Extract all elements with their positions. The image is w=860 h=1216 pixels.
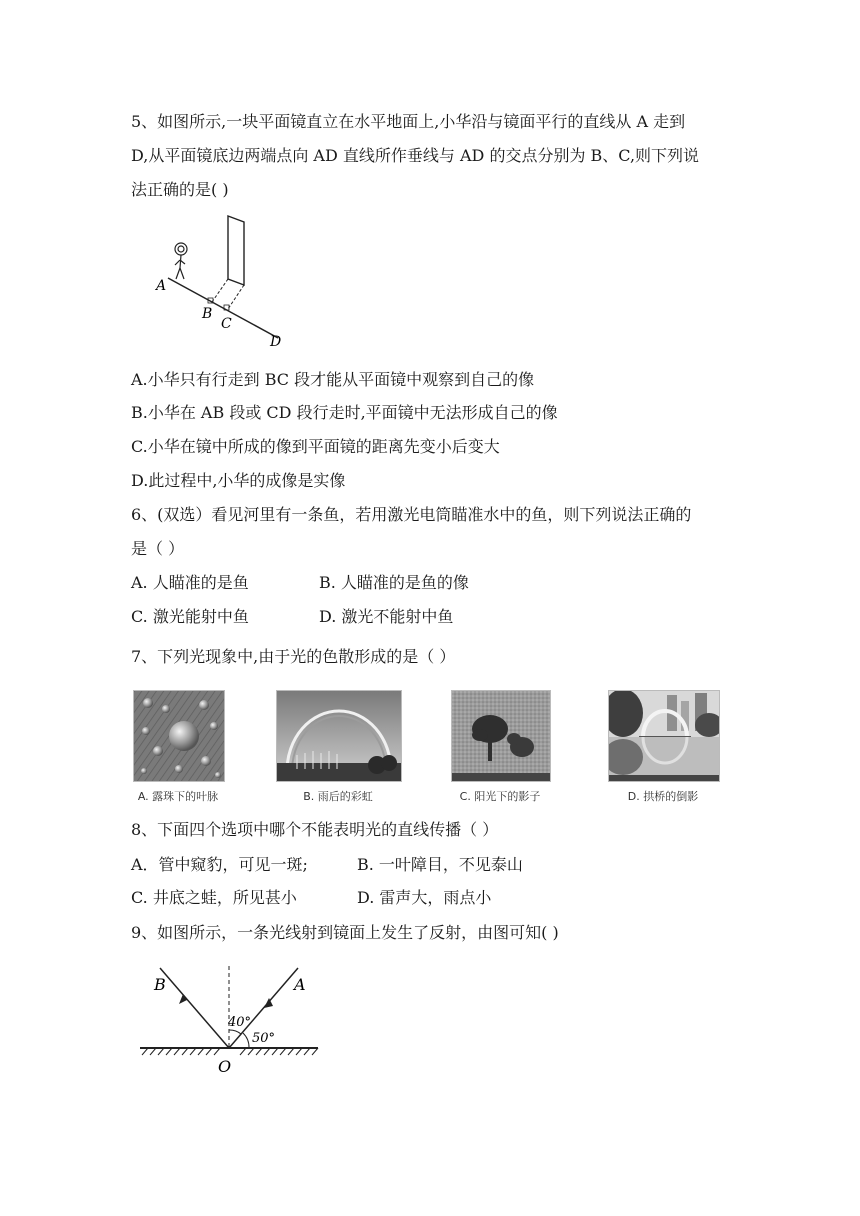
angle-50-label: 50° bbox=[252, 1031, 276, 1046]
q7-image-tree-shadow bbox=[451, 690, 551, 782]
q5-mirror-figure bbox=[150, 210, 300, 355]
angle-40-label: 40° bbox=[228, 1015, 252, 1030]
label-b: B bbox=[202, 306, 213, 322]
q7-stem: 7、下列光现象中,由于光的色散形成的是（ ） bbox=[131, 647, 456, 666]
q5-stem-line-2: D,从平面镜底边两端点向 AD 直线所作垂线与 AD 的交点分别为 B、C,则下列说 bbox=[131, 146, 700, 165]
q5-stem-line-1: 5、如图所示,一块平面镜直立在水平地面上,小华沿与镜面平行的直线从 A 走到 bbox=[131, 112, 686, 131]
q6-stem-line-2: 是（ ） bbox=[131, 539, 185, 558]
label-b: B bbox=[154, 975, 166, 994]
q6-option-d: D. 激光不能射中鱼 bbox=[319, 607, 454, 626]
q6-option-b: B. 人瞄准的是鱼的像 bbox=[319, 573, 469, 592]
q7-caption-b: B. 雨后的彩虹 bbox=[303, 790, 373, 803]
q7-caption-c: C. 阳光下的影子 bbox=[459, 790, 541, 803]
label-o: O bbox=[218, 1057, 232, 1076]
q5-stem-line-3: 法正确的是( ) bbox=[131, 180, 229, 199]
q7-caption-a: A. 露珠下的叶脉 bbox=[137, 790, 219, 803]
label-a: A bbox=[294, 975, 306, 994]
q6-option-c: C. 激光能射中鱼 bbox=[131, 607, 249, 626]
q6-stem-line-1: 6、(双选）看见河里有一条鱼，若用激光电筒瞄准水中的鱼，则下列说法正确的 bbox=[131, 505, 692, 524]
q9-reflection-figure bbox=[136, 962, 326, 1077]
q6-option-a: A. 人瞄准的是鱼 bbox=[131, 573, 249, 592]
q5-option-d: D.此过程中,小华的成像是实像 bbox=[131, 471, 346, 490]
person-icon bbox=[175, 243, 187, 279]
q8-stem: 8、下面四个选项中哪个不能表明光的直线传播（ ） bbox=[131, 820, 499, 839]
q5-option-b: B.小华在 AB 段或 CD 段行走时,平面镜中无法形成自己的像 bbox=[131, 403, 558, 422]
label-c: C bbox=[221, 316, 232, 332]
q9-stem: 9、如图所示，一条光线射到镜面上发生了反射，由图可知( ) bbox=[131, 923, 559, 942]
label-d: D bbox=[270, 334, 282, 350]
q7-image-dew-drops bbox=[133, 690, 225, 782]
q8-option-c: C. 井底之蛙，所见甚小 bbox=[131, 888, 297, 907]
q8-option-b: B. 一叶障目，不见泰山 bbox=[357, 855, 523, 874]
q7-image-rainbow bbox=[276, 690, 402, 782]
q5-option-a: A.小华只有行走到 BC 段才能从平面镜中观察到自己的像 bbox=[131, 370, 535, 389]
q8-option-d: D. 雷声大，雨点小 bbox=[357, 888, 492, 907]
q8-option-a: A．管中窥豹，可见一斑; bbox=[131, 855, 308, 874]
label-a: A bbox=[156, 278, 167, 294]
q7-caption-d: D. 拱桥的倒影 bbox=[627, 790, 699, 803]
q7-image-arch-bridge bbox=[608, 690, 720, 782]
q5-option-c: C.小华在镜中所成的像到平面镜的距离先变小后变大 bbox=[131, 437, 500, 456]
